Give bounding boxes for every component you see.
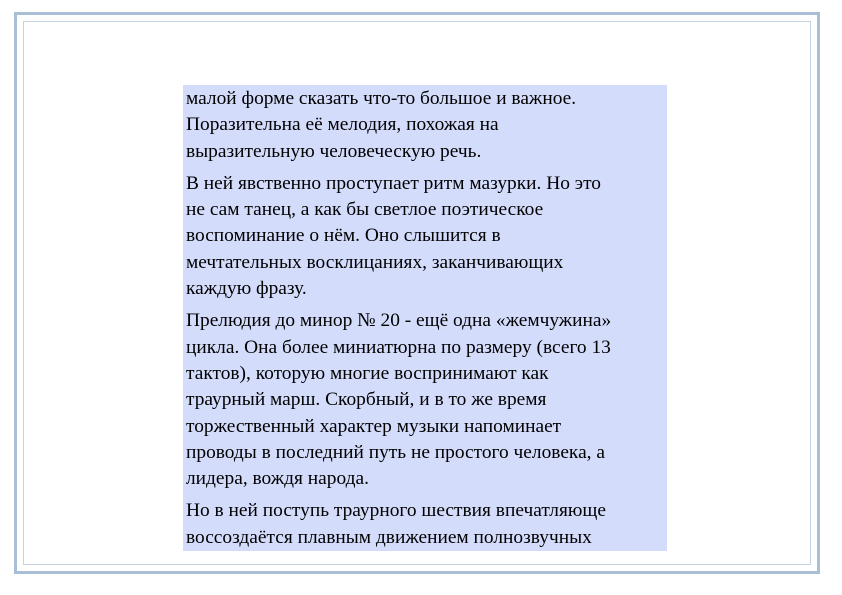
paragraph-4 bbox=[186, 498, 663, 551]
text-line: тактов), которую многие воспринимают как bbox=[186, 362, 549, 384]
text-line: воспоминание о нём. Оно слышится в bbox=[186, 225, 501, 247]
text-line: проводы в последний путь не простого человека, а bbox=[186, 441, 605, 463]
text-line: каждую фразу. bbox=[186, 278, 307, 300]
text-line: торжественный характер музыки напоминает bbox=[186, 415, 562, 437]
text-line: лидера, вождя народа. bbox=[186, 468, 369, 490]
text-line: Но в ней поступь траурного шествия впечатляюще bbox=[186, 500, 606, 522]
text-line: Прелюдия до минор № 20 - ещё одна «жемчужина» bbox=[186, 310, 612, 332]
paragraph-1 bbox=[186, 86, 663, 165]
text-line: В ней явственно проступает ритм мазурки. Но это bbox=[186, 172, 601, 194]
text-line: малой форме сказать что-то большое и важное. bbox=[186, 88, 577, 109]
paragraph-3 bbox=[186, 308, 663, 492]
text-line: воссоздаётся плавным движением полнозвучных bbox=[186, 526, 592, 548]
text-line: мечтательных восклицаниях, заканчивающих bbox=[186, 251, 564, 273]
text-line: траурный марш. Скорбный, и в то же время bbox=[186, 389, 547, 411]
text-block bbox=[183, 85, 667, 551]
paragraph-2 bbox=[186, 171, 663, 302]
text-line: Поразительна её мелодия, похожая на bbox=[186, 114, 499, 136]
text-line: не сам танец, а как бы светлое поэтическое bbox=[186, 199, 544, 221]
text-line: цикла. Она более миниатюрна по размеру (всего 13 bbox=[186, 336, 611, 358]
text-line: выразительную человеческую речь. bbox=[186, 140, 482, 162]
